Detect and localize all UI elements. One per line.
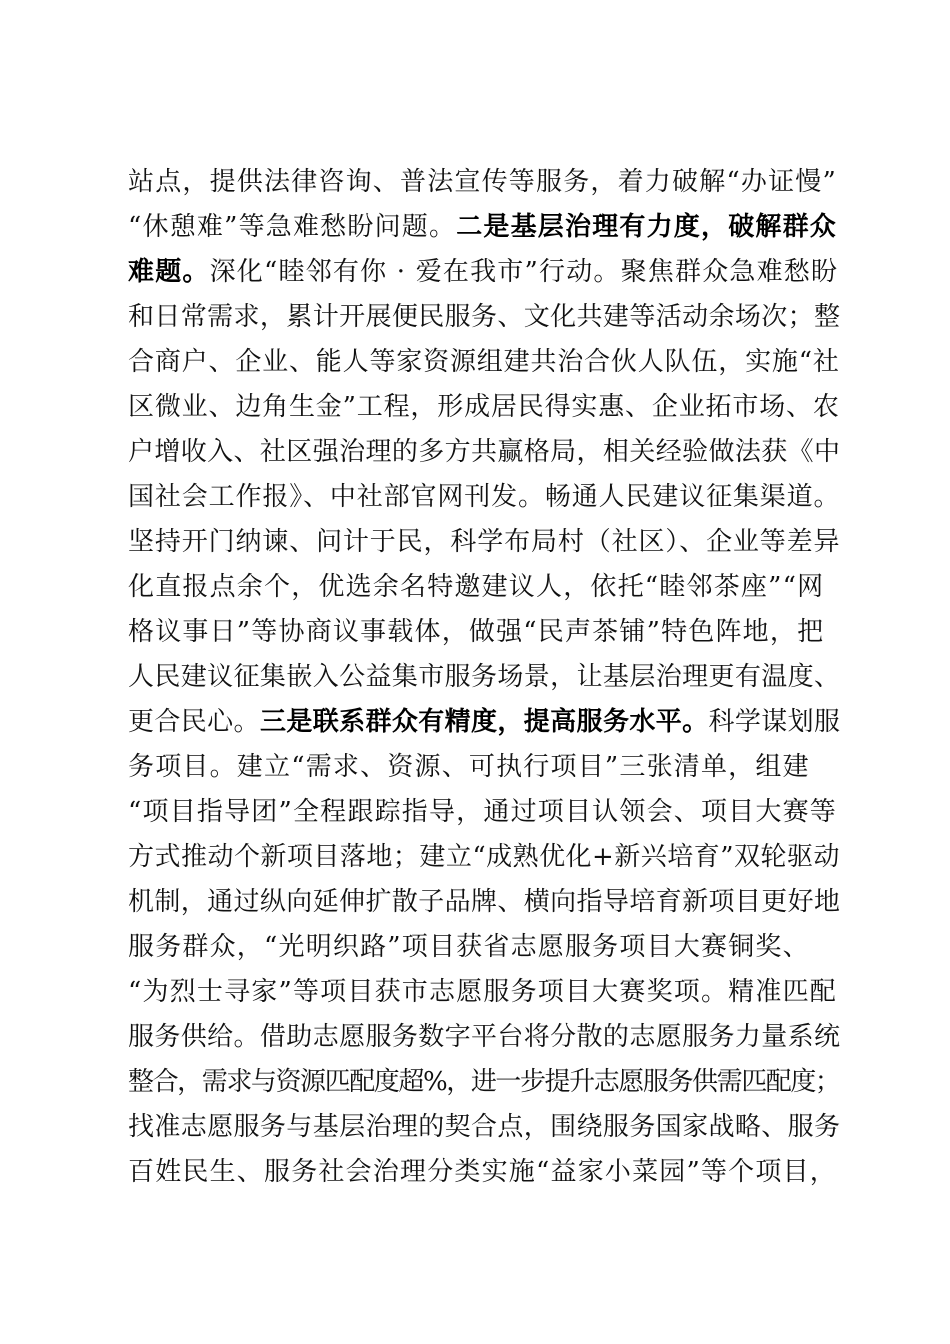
- body-text-span: 科学谋划服: [708, 707, 841, 737]
- body-text-span: “项目指导团”全程跟踪指导，通过项目认领会、项目大赛等: [128, 797, 837, 827]
- body-text-span: 服务供给。借助志愿服务数字平台将分散的志愿服务力量系统: [128, 1022, 841, 1052]
- body-text-span: 务项目。建立“需求、资源、可执行项目”三张清单，组建: [128, 752, 810, 782]
- text-line: [128, 430, 841, 475]
- text-line: [128, 1105, 841, 1150]
- body-text-span: “为烈士寻家”等项目获市志愿服务项目大赛奖项。精准匹配: [128, 977, 837, 1007]
- text-line: [128, 835, 838, 880]
- text-line: [128, 700, 841, 745]
- text-line: [128, 205, 838, 250]
- text-line: [128, 1150, 838, 1195]
- body-text-span: 机制，通过纵向延伸扩散子品牌、横向指导培育新项目更好地: [128, 887, 841, 917]
- text-line: [128, 295, 841, 340]
- body-text-span: 格议事日”等协商议事载体，做强“民声茶铺”特色阵地，把: [128, 617, 825, 647]
- text-line: [128, 475, 841, 520]
- body-text-span: 国社会工作报》、中社部官网刊发。畅通人民建议征集渠道。: [128, 482, 841, 512]
- body-text-span: 服务群众，“光明织路”项目获省志愿服务项目大赛铜奖、: [128, 932, 810, 962]
- bold-heading-text: 二是基层治理有力度，破解群众: [456, 212, 837, 242]
- text-line: [128, 1060, 838, 1105]
- body-text-span: 区微业、边角生金”工程，形成居民得实惠、企业拓市场、农: [128, 392, 840, 422]
- body-text-span: 合商户、企业、能人等家资源组建共治合伙人队伍，实施“社: [128, 347, 840, 377]
- text-line: [128, 970, 838, 1015]
- body-text-span: 方式推动个新项目落地；建立“成熟优化+新兴培育”双轮驱动: [128, 842, 840, 872]
- body-text-span: 更合民心。: [128, 707, 260, 737]
- body-text-span: 和日常需求，累计开展便民服务、文化共建等活动余场次；整: [128, 302, 841, 332]
- text-line: [128, 610, 838, 655]
- text-line: [128, 655, 841, 700]
- body-text-span: 站点，提供法律咨询、普法宣传等服务，着力破解“办证慢”: [128, 167, 837, 197]
- body-text-span: 人民建议征集嵌入公益集市服务场景，让基层治理更有温度、: [128, 662, 841, 692]
- body-text: [128, 160, 841, 1195]
- text-line: [128, 745, 838, 790]
- text-line: [128, 1015, 841, 1060]
- body-text-span: 百姓民生、服务社会治理分类实施“益家小菜园”等个项目，: [128, 1157, 837, 1187]
- text-line: [128, 790, 838, 835]
- body-text-span: 化直报点余个，优选余名特邀建议人，依托“睦邻茶座”“网: [128, 572, 825, 602]
- body-text-span: “休憩难”等急难愁盼问题。: [128, 212, 457, 242]
- bold-heading-text: 三是联系群众有精度，提高服务水平。: [259, 707, 709, 737]
- bold-heading-text: 难题。: [128, 257, 210, 287]
- body-text-span: 整合，需求与资源匹配度超%，进一步提升志愿服务供需匹配度；: [128, 1067, 840, 1097]
- body-text-span: 户增收入、社区强治理的多方共赢格局，相关经验做法获《中: [128, 437, 841, 467]
- text-line: [128, 385, 838, 430]
- text-line: [128, 340, 838, 385]
- text-line: [128, 925, 838, 970]
- body-text-span: 深化“睦邻有你 · 爱在我市”行动。聚焦群众急难愁盼: [209, 257, 839, 287]
- text-line: [128, 250, 838, 295]
- body-text-span: 坚持开门纳谏、问计于民，科学布局村（社区）、企业等差异: [128, 527, 841, 557]
- text-line: [128, 880, 841, 925]
- text-line: [128, 565, 838, 610]
- text-line: [128, 520, 841, 565]
- text-line: [128, 160, 838, 205]
- body-text-span: 找准志愿服务与基层治理的契合点，围绕服务国家战略、服务: [128, 1112, 841, 1142]
